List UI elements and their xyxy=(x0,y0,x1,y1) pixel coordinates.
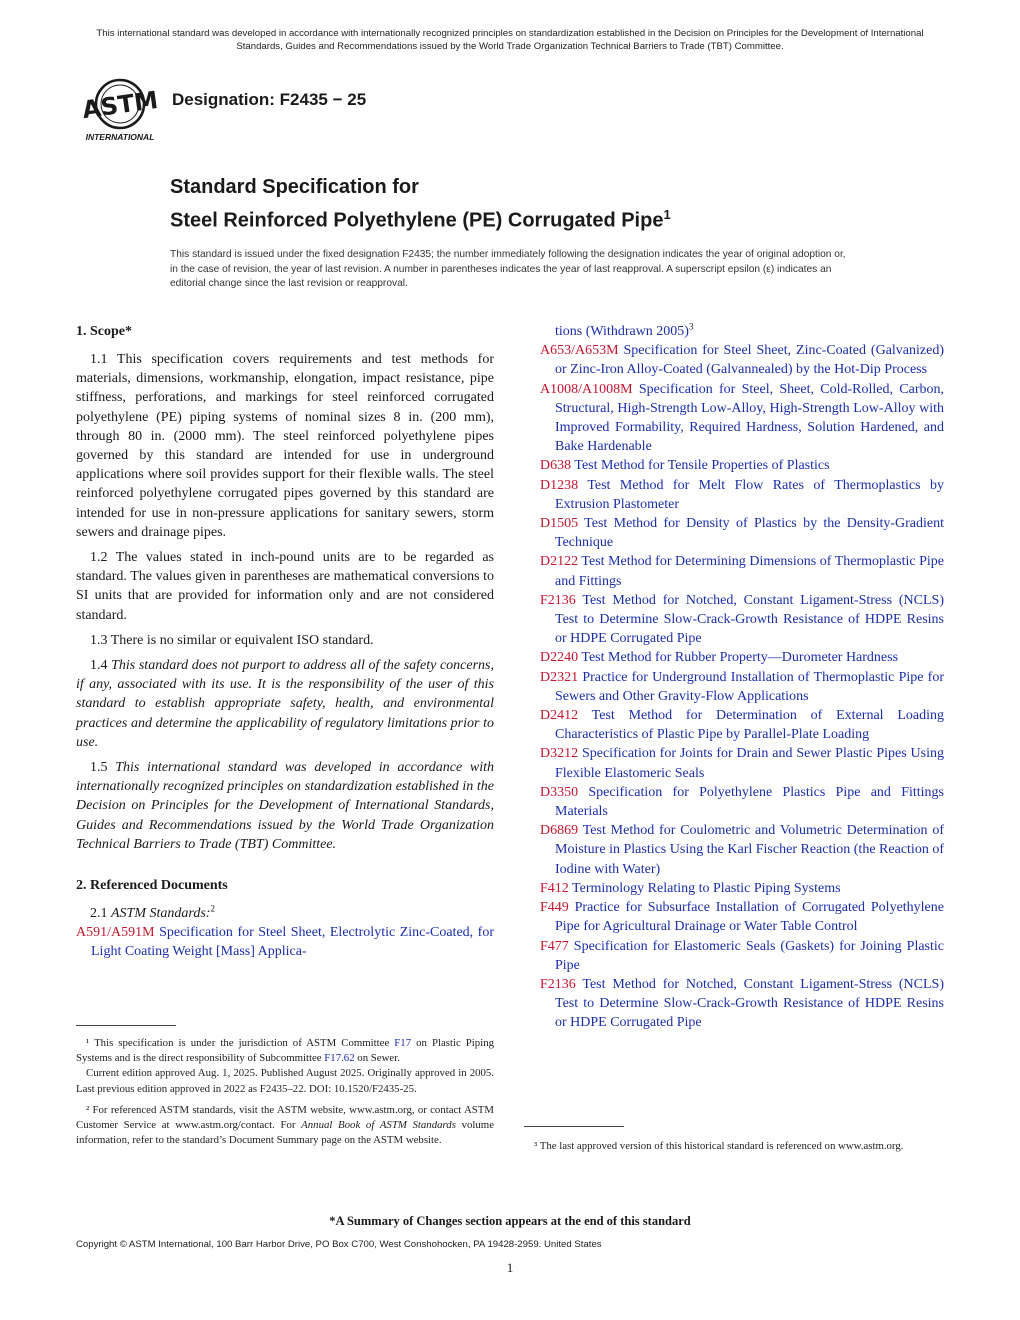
footnote-2-text-a: ² For referenced ASTM standards, visit the ASTM website, www.astm.org, or contact ASTM Customer Service at www.astm.org/contact. For xyxy=(76,1103,494,1132)
reference-item[interactable] xyxy=(540,514,944,552)
reference-list xyxy=(540,341,944,1032)
scope-1-2: 1.2 The values stated in inch-pound units are to be regarded as standard. The values given in parentheses are mathematical conversions to SI units that are provided for information only and are not considered standard. xyxy=(76,550,494,623)
right-column xyxy=(540,322,944,1033)
reference-code[interactable]: F412 xyxy=(540,880,569,896)
reference-title[interactable]: Test Method for Rubber Property—Durometer Hardness xyxy=(578,650,899,666)
reference-title[interactable]: Test Method for Tensile Properties of Plastics xyxy=(571,458,830,474)
reference-code[interactable]: A1008/A1008M xyxy=(540,381,633,397)
reference-title[interactable]: Terminology Relating to Plastic Piping Systems xyxy=(568,880,841,896)
reference-item[interactable] xyxy=(540,552,944,590)
astm-logo xyxy=(76,74,164,144)
reference-title[interactable]: Specification for Joints for Drain and Sewer Plastic Pipes Using Flexible Elastomeric Seals xyxy=(555,746,944,781)
reference-title[interactable]: Practice for Subsurface Installation of Corrugated Polyethylene Pipe for Agricultural Drainage or Water Table Control xyxy=(555,900,944,935)
astm-standards-sup: 2 xyxy=(210,903,215,914)
wto-notice: This international standard was developed in accordance with internationally recognized principles on standardization established in the Decision on Principles for the Development of International Standards, Guides and Recommendations issued by the World Trade Organization Technical Barriers to Trade (TBT) Committee. xyxy=(96,28,924,52)
reference-item[interactable] xyxy=(540,783,944,821)
footnote-1-text-c: on Sewer. xyxy=(354,1052,400,1065)
title-line-2 xyxy=(170,201,671,235)
footnote-1-text-a: ¹ This specification is under the jurisdiction of ASTM Committee xyxy=(86,1037,395,1049)
footnote-rule-right xyxy=(524,1126,624,1127)
left-column xyxy=(76,322,494,962)
reference-title[interactable]: Test Method for Notched, Constant Ligament-Stress (NCLS) Test to Determine Slow-Crack-Growth Resistance of HDPE Resins or HDPE Corrugated Pipe xyxy=(555,976,944,1031)
reference-item[interactable] xyxy=(540,821,944,879)
referenced-heading: 2. Referenced Documents xyxy=(76,878,228,894)
document-title xyxy=(170,174,671,235)
reference-item[interactable] xyxy=(540,668,944,706)
reference-title[interactable]: Specification for Steel Sheet, Zinc-Coated (Galvanized) or Zinc-Iron Alloy-Coated (Galvannealed) by the Hot-Dip Process xyxy=(555,343,944,378)
reference-code[interactable]: D638 xyxy=(540,458,572,474)
reference-title[interactable]: Test Method for Determination of External Loading Characteristics of Plastic Pipe by Parallel-Plate Loading xyxy=(555,708,944,743)
reference-code[interactable]: F2136 xyxy=(540,592,576,608)
reference-item[interactable] xyxy=(540,476,944,514)
copyright: Copyright © ASTM International, 100 Barr Harbor Drive, PO Box C700, West Conshohocken, PA 19428-2959. United States xyxy=(76,1239,602,1250)
footnote-3: ³ The last approved version of this historical standard is referenced on www.astm.org. xyxy=(534,1140,904,1152)
reference-continuation xyxy=(540,322,944,341)
reference-item[interactable] xyxy=(540,898,944,936)
reference-title[interactable]: Specification for Polyethylene Plastics Pipe and Fittings Materials xyxy=(555,784,944,820)
reference-code[interactable]: D2122 xyxy=(540,554,579,570)
astm-standards-num: 2.1 xyxy=(90,906,111,922)
title-line-2-text: Steel Reinforced Polyethylene (PE) Corrugated Pipe xyxy=(170,209,664,232)
reference-continuation-sup: 3 xyxy=(688,321,694,332)
astm-logo-graphic xyxy=(76,74,164,144)
reference-code[interactable]: D3350 xyxy=(540,784,579,800)
reference-code[interactable]: A653/A653M xyxy=(540,343,619,359)
footnote-2-text-b: volume information, refer to the standard’s Document Summary page on the ASTM website. xyxy=(76,1119,494,1147)
reference-title[interactable]: Test Method for Determining Dimensions of Thermoplastic Pipe and Fittings xyxy=(555,554,944,589)
committee-link[interactable]: F17 xyxy=(394,1037,412,1049)
reference-item[interactable] xyxy=(540,879,944,898)
footnote-1-text-b: on Plastic Piping Systems and is the direct responsibility of Subcommittee xyxy=(76,1037,495,1065)
scope-1-4 xyxy=(76,656,494,752)
title-footnote-mark: 1 xyxy=(663,207,671,222)
reference-title[interactable]: Test Method for Coulometric and Volumetric Determination of Moisture in Plastics Using the Karl Fischer Reaction (the Reaction of Iodine with Water) xyxy=(555,823,944,877)
scope-1-5-text: This international standard was developed in accordance with internationally recognized principles on standardization established in the Decision on Principles for the Development of International Standards, Guides and Recommendations issued by the World Trade Organization Technical Barriers to Trade (TBT) Committee. xyxy=(76,760,495,852)
reference-title[interactable]: Specification for Elastomeric Seals (Gaskets) for Joining Plastic Pipe xyxy=(555,938,944,973)
page-number: 1 xyxy=(506,1260,514,1275)
scope-1-5 xyxy=(76,758,494,854)
reference-code[interactable]: D1505 xyxy=(540,516,579,532)
reference-code[interactable]: D1238 xyxy=(540,477,579,493)
reference-item[interactable] xyxy=(540,975,944,1033)
reference-code[interactable]: D3212 xyxy=(540,746,579,762)
reference-code[interactable]: F449 xyxy=(540,900,569,916)
reference-title[interactable]: Specification for Steel Sheet, Electrolytic Zinc-Coated, for Light Coating Weight [Mass] Applica- xyxy=(91,925,494,960)
reference-title[interactable]: Test Method for Notched, Constant Ligament-Stress (NCLS) Test to Determine Slow-Crack-Growth Resistance of HDPE Resins or HDPE Corrugated Pipe xyxy=(555,592,944,647)
reference-code[interactable]: D2240 xyxy=(540,650,579,666)
reference-code[interactable]: D2321 xyxy=(540,669,579,685)
designation: Designation: F2435 − 25 xyxy=(172,90,367,109)
scope-1-3: 1.3 There is no similar or equivalent ISO standard. xyxy=(90,632,374,648)
reference-code[interactable]: D2412 xyxy=(540,708,579,724)
reference-title[interactable]: Practice for Underground Installation of Thermoplastic Pipe for Sewers and Other Gravity-Flow Applications xyxy=(555,669,944,704)
footnote-rule xyxy=(76,1025,176,1026)
reference-code[interactable]: A591/A591M xyxy=(76,925,155,941)
footnote-2-italic: Annual Book of ASTM Standards xyxy=(301,1119,456,1132)
footnote-1-edition: Current edition approved Aug. 1, 2025. Published August 2025. Originally approved in 2005. Last previous edition approved in 2022 as F2435–22. DOI: 10.1520/F2435-25. xyxy=(76,1067,494,1095)
scope-1-4-text: This standard does not purport to address all of the safety concerns, if any, associated with its use. It is the responsibility of the user of this standard to establish appropriate safety, health, and environmental practices and determine the applicability of regulatory limitations prior to use. xyxy=(76,658,495,750)
logo-letters: ASTM xyxy=(80,85,160,125)
scope-heading: 1. Scope* xyxy=(76,324,132,339)
footnote-1 xyxy=(76,1036,494,1066)
scope-1-5-num: 1.5 xyxy=(90,760,116,776)
summary-of-changes-note: *A Summary of Changes section appears at the end of this standard xyxy=(329,1214,691,1228)
reference-code[interactable]: F477 xyxy=(540,938,569,954)
reference-item[interactable] xyxy=(540,937,944,975)
reference-item[interactable] xyxy=(76,923,494,961)
astm-standards-text: ASTM Standards: xyxy=(111,906,211,922)
reference-code[interactable]: D6869 xyxy=(540,823,579,839)
astm-standards-label xyxy=(76,904,494,923)
reference-item[interactable] xyxy=(540,648,944,667)
reference-continuation-text[interactable]: tions (Withdrawn 2005) xyxy=(555,324,689,339)
reference-item[interactable] xyxy=(540,591,944,649)
reference-item[interactable] xyxy=(540,456,944,475)
scope-1-1: 1.1 This specification covers requirements and test methods for materials, dimensions, workmanship, elongation, impact resistance, pipe stiffness, perforations, and markings for steel reinforced corrugated polyethylene (PE) piping systems of nominal sizes 8 in. (200 mm), through 80 in. (2000 mm). The steel reinforced polyethylene pipes governed by this standard are intended for use in underground applications where soil provides support for their flexible walls. The steel reinforced polyethylene corrugated pipes governed by this standard are intended for use in non-pressure applications for sanitary sewers, storm sewers and drainage pipes. xyxy=(76,352,494,540)
issued-note: This standard is issued under the fixed designation F2435; the number immediately following the designation indicates the year of original adoption or, in the case of revision, the year of last revision. A number in parentheses indicates the year of last reapproval. A superscript epsilon (ε) indicates an editorial change since the last revision or reapproval. xyxy=(170,249,846,290)
right-footnotes xyxy=(524,1126,944,1154)
title-line-1: Standard Specification for xyxy=(170,176,419,198)
subcommittee-link[interactable]: F17.62 xyxy=(324,1052,355,1065)
reference-title[interactable]: Test Method for Melt Flow Rates of Thermoplastics by Extrusion Plastometer xyxy=(555,477,944,512)
reference-item[interactable] xyxy=(540,706,944,744)
reference-item[interactable] xyxy=(540,744,944,782)
reference-title[interactable]: Test Method for Density of Plastics by the Density-Gradient Technique xyxy=(555,516,944,551)
scope-1-4-num: 1.4 xyxy=(90,658,112,674)
reference-title[interactable]: Specification for Steel, Sheet, Cold-Rolled, Carbon, Structural, High-Strength Low-Alloy, High-Strength Low-Alloy with Improved Formability, Required Hardness, Solution Hardened, and Bake Hardenable xyxy=(555,381,944,455)
left-footnotes xyxy=(76,1025,494,1148)
reference-code[interactable]: F2136 xyxy=(540,976,576,992)
logo-sub: INTERNATIONAL xyxy=(85,132,155,142)
reference-item[interactable] xyxy=(540,380,944,457)
footnote-2 xyxy=(76,1103,494,1149)
reference-item[interactable] xyxy=(540,341,944,379)
